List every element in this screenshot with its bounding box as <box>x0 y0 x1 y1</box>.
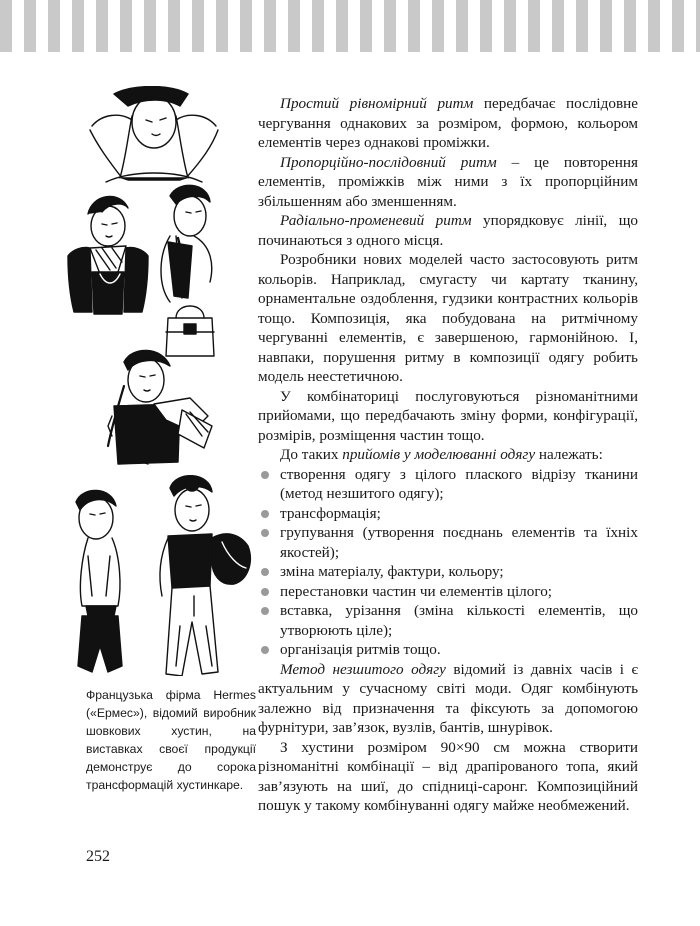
paragraph: З хустини розміром 90×90 см можна створити різноманітні комбінації – від драпірованого топа, який зав’язують на шиї, до спідниці-саронг. Композиційний пошук у такому комбінуванні одягу майже необмежений. <box>258 738 638 814</box>
scarf-illustrations <box>62 86 254 676</box>
page-number: 252 <box>86 848 110 865</box>
term: Простий рівномірний ритм <box>280 95 474 112</box>
techniques-list <box>258 465 638 660</box>
figure-scarf-bag <box>161 185 214 356</box>
figure-scarf-handbag <box>160 476 250 676</box>
header-stripes <box>0 0 700 52</box>
term: Метод незшитого одягу <box>280 660 446 678</box>
figure-scarf-headband <box>90 87 218 183</box>
paragraph: Розробники нових моделей часто застосовують ритм кольорів. Наприклад, смугасту чи картату тканину, орнаментальне оздоблення, гудзики контрастних кольорів тощо. Композиція, яка побудована на ритмічному чергуванні елементів, є завершеною, гармонійною. І, навпаки, порушення ритму в композиції одягу робить модель неестетичною. <box>258 251 638 385</box>
figure-scarf-bow <box>108 350 212 464</box>
list-item: вставка, урізання (зміна кількості елементів, що утворюють ціле); <box>258 601 638 640</box>
paragraph: Радіально-променевий ритм упорядковує лінії, що починаються з одного місця. <box>258 212 638 249</box>
term: Пропорційно-послідовний ритм <box>280 153 497 171</box>
list-item: зміна матеріалу, фактури, кольору; <box>258 562 638 582</box>
list-item: організація ритмів тощо. <box>258 640 638 660</box>
figure-neck-scarf <box>68 197 148 314</box>
list-item: групування (утворення поєднань елементів та їхніх якостей); <box>258 523 638 562</box>
image-caption <box>86 686 256 794</box>
main-text <box>258 94 638 816</box>
figure-back-halter <box>76 490 122 672</box>
paragraph: У комбінаториці послуговуються різноманітними прийомами, що передбачають зміну форми, конфігурації, розмірів, розміщення частин тощо. <box>258 387 638 444</box>
paragraph: Метод незшитого одягу відомий із давніх часів і є актуальним у сучасному світі моди. Одяг комбінують залежно від призначення та фіксують за допомогою фурнітури, зав’язок, вузлів, бантів, шнурівок. <box>258 660 638 736</box>
list-item: трансформація; <box>258 504 638 524</box>
list-intro: До таких прийомів у моделюванні одягу належать: <box>280 446 603 463</box>
caption-text: Французька фірма Hermes («Ермес»), відомий виробник шовкових хустин, на виставках своєї продукції демонструє до сорока трансформацій хустинкаре. <box>86 688 256 792</box>
term: Радіально-променевий ритм <box>280 212 472 229</box>
paragraph: Пропорційно-послідовний ритм – це повторення елементів, проміжків між ними з їх пропорційним збільшенням або зменшенням. <box>258 153 638 210</box>
list-item: створення одягу з цілого плаского відрізу тканини (метод незшитого одягу); <box>258 465 638 504</box>
list-item: перестановки частин чи елементів цілого; <box>258 582 638 602</box>
paragraph: Простий рівномірний ритм передбачає послідовне чергування однакових за розміром, формою, кольором елементів через однакові проміжки. <box>258 95 638 151</box>
